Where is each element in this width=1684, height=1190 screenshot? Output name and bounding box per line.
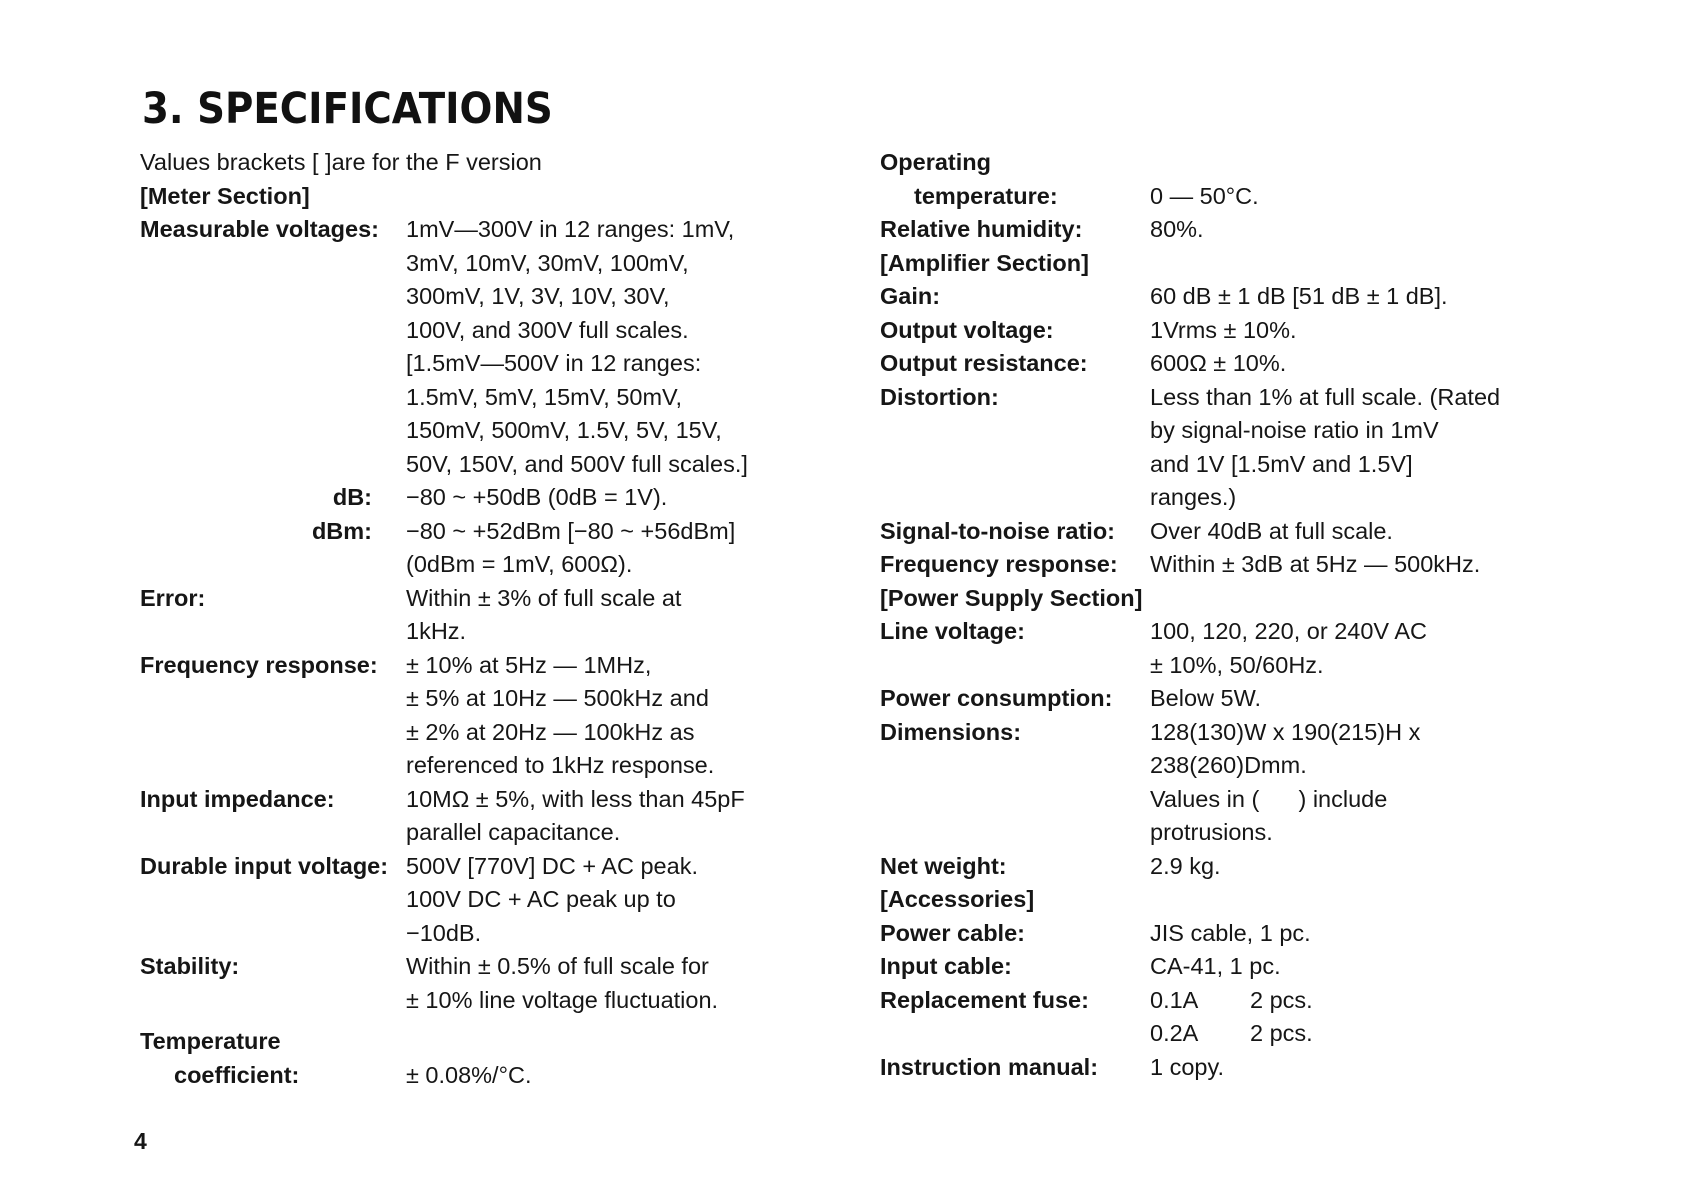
spec-value: 100, 120, 220, or 240V AC [1150, 618, 1427, 644]
spec-label: Temperature [140, 1028, 281, 1054]
spec-value: 100V DC + AC peak up to [406, 886, 676, 912]
spec-value: Values in ( ) include [1150, 785, 1388, 812]
power-consumption-spec [880, 682, 1600, 716]
spec-value: −10dB. [406, 919, 482, 946]
spec-value: by signal-noise ratio in 1mV [1150, 417, 1439, 443]
frequency-response-spec [140, 649, 820, 783]
spec-value: Less than 1% at full scale. (Rated [1150, 383, 1501, 410]
spec-value: 3mV, 10mV, 30mV, 100mV, [406, 249, 689, 276]
spec-value: ± 0.08%/°C. [406, 1061, 532, 1088]
spec-value: ± 10% at 5Hz — 1MHz, [406, 651, 652, 678]
operating-temperature-spec [880, 146, 1600, 213]
spec-value: 100V, and 300V full scales. [406, 316, 689, 343]
spec-value: 1kHz. [406, 618, 467, 644]
spec-label: Line voltage: [880, 618, 1025, 644]
fuse-rating: 0.1A [1150, 986, 1199, 1013]
spec-label: Gain: [880, 283, 941, 309]
temperature-coefficient-spec [140, 1025, 820, 1092]
spec-value: Within ± 3% of full scale at [406, 584, 682, 611]
spec-value: Within ± 3dB at 5Hz — 500kHz. [1150, 551, 1481, 577]
spec-value: 238(260)Dmm. [1150, 752, 1307, 778]
meter-section-heading: [Meter Section] [140, 182, 310, 209]
spec-label: Net weight: [880, 852, 1007, 879]
spec-value: CA-41, 1 pc. [1150, 953, 1281, 979]
spec-label: Frequency response: [140, 651, 378, 678]
spec-value: −80 ~ +50dB (0dB = 1V). [406, 484, 668, 510]
spec-label: Dimensions: [880, 718, 1022, 745]
spec-value: parallel capacitance. [406, 819, 621, 845]
spec-value: 500V [770V] DC + AC peak. [406, 852, 698, 879]
input-impedance-spec [140, 783, 820, 850]
dimensions-spec [880, 716, 1600, 850]
spec-label: Power cable: [880, 919, 1025, 946]
spec-value [1150, 1017, 1313, 1051]
db-range-spec [140, 481, 820, 515]
spec-value: ranges.) [1150, 484, 1237, 510]
spec-label: Operating [880, 149, 991, 175]
dbm-range-spec [140, 515, 820, 582]
spec-value: Over 40dB at full scale. [1150, 517, 1393, 544]
spec-label: Input impedance: [140, 785, 335, 812]
spec-value: ± 10% line voltage fluctuation. [406, 986, 719, 1013]
power-supply-section-heading: [Power Supply Section] [880, 584, 1143, 611]
spec-value: JIS cable, 1 pc. [1150, 919, 1311, 946]
spec-value: 0 — 50°C. [1150, 182, 1259, 209]
signal-to-noise-spec [880, 515, 1600, 549]
spec-value: protrusions. [1150, 819, 1273, 845]
distortion-spec [880, 381, 1600, 515]
fuse-quantity: 2 pcs. [1250, 986, 1313, 1013]
spec-label: dB: [332, 484, 372, 510]
version-note: Values brackets [ ]are for the F version [140, 149, 542, 175]
spec-value: ± 2% at 20Hz — 100kHz as [406, 718, 695, 745]
meter-column [140, 146, 820, 1092]
spec-value: 1.5mV, 5mV, 15mV, 50mV, [406, 383, 683, 410]
spec-value: 300mV, 1V, 3V, 10V, 30V, [406, 283, 670, 309]
output-resistance-spec [880, 347, 1600, 381]
spec-value: ± 5% at 10Hz — 500kHz and [406, 685, 709, 711]
amp-frequency-response-spec [880, 548, 1600, 582]
spec-value: 10MΩ ± 5%, with less than 45pF [406, 785, 745, 812]
spec-value: ± 10%, 50/60Hz. [1150, 651, 1324, 678]
net-weight-spec [880, 850, 1600, 884]
spec-value: 80%. [1150, 216, 1204, 242]
spec-label: Frequency response: [880, 551, 1118, 577]
spec-label: Error: [140, 584, 206, 611]
fuse-rating: 0.2A [1150, 1020, 1199, 1046]
spec-value: −80 ~ +52dBm [−80 ~ +56dBm] [406, 517, 736, 544]
spec-label: Output resistance: [880, 350, 1088, 376]
spec-value: 2.9 kg. [1150, 852, 1221, 879]
spec-label: Relative humidity: [880, 216, 1083, 242]
measurable-voltages-spec [140, 213, 820, 481]
spec-label: Distortion: [880, 383, 999, 410]
error-spec [140, 582, 820, 649]
spec-label: Stability: [140, 953, 240, 979]
spec-label: Input cable: [880, 953, 1012, 979]
spec-value: referenced to 1kHz response. [406, 752, 715, 778]
output-voltage-spec [880, 314, 1600, 348]
power-cable-spec [880, 917, 1600, 951]
spec-value: 128(130)W x 190(215)H x [1150, 718, 1421, 745]
spec-value: 60 dB ± 1 dB [51 dB ± 1 dB]. [1150, 283, 1448, 309]
amplifier-section-heading: [Amplifier Section] [880, 249, 1089, 276]
spec-label: Output voltage: [880, 316, 1054, 343]
replacement-fuse-spec [880, 984, 1600, 1051]
spec-value: 150mV, 500mV, 1.5V, 5V, 15V, [406, 417, 722, 443]
spec-value: and 1V [1.5mV and 1.5V] [1150, 450, 1413, 477]
accessories-section-heading: [Accessories] [880, 886, 1035, 912]
spec-value: Within ± 0.5% of full scale for [406, 953, 709, 979]
spec-value: 600Ω ± 10%. [1150, 350, 1287, 376]
spec-label: Instruction manual: [880, 1053, 1099, 1080]
durable-input-voltage-spec [140, 850, 820, 951]
spec-value [1150, 984, 1313, 1018]
spec-value: (0dBm = 1mV, 600Ω). [406, 551, 633, 577]
instruction-manual-spec [880, 1051, 1600, 1085]
amplifier-column [880, 146, 1600, 1084]
spec-value: 1 copy. [1150, 1053, 1225, 1080]
spec-value: Below 5W. [1150, 685, 1262, 711]
relative-humidity-spec [880, 213, 1600, 247]
spec-label: Power consumption: [880, 685, 1113, 711]
spec-value: [1.5mV—500V in 12 ranges: [406, 350, 702, 376]
gain-spec [880, 280, 1600, 314]
spec-label: temperature: [914, 182, 1058, 209]
fuse-quantity: 2 pcs. [1250, 1020, 1313, 1046]
spec-value: 50V, 150V, and 500V full scales.] [406, 450, 748, 477]
spec-label: dBm: [311, 517, 372, 544]
stability-spec [140, 950, 820, 1017]
line-voltage-spec [880, 615, 1600, 682]
spec-label: Durable input voltage: [140, 852, 389, 879]
input-cable-spec [880, 950, 1600, 984]
spec-label: Measurable voltages: [140, 216, 380, 242]
spec-label: coefficient: [174, 1061, 300, 1088]
spec-label: Replacement fuse: [880, 986, 1089, 1013]
spec-value: 1Vrms ± 10%. [1150, 316, 1297, 343]
spec-value: 1mV—300V in 12 ranges: 1mV, [406, 216, 735, 242]
spec-label: Signal-to-noise ratio: [880, 517, 1115, 544]
page-number: 4 [134, 1128, 147, 1154]
page-title: 3. SPECIFICATIONS [142, 84, 553, 134]
